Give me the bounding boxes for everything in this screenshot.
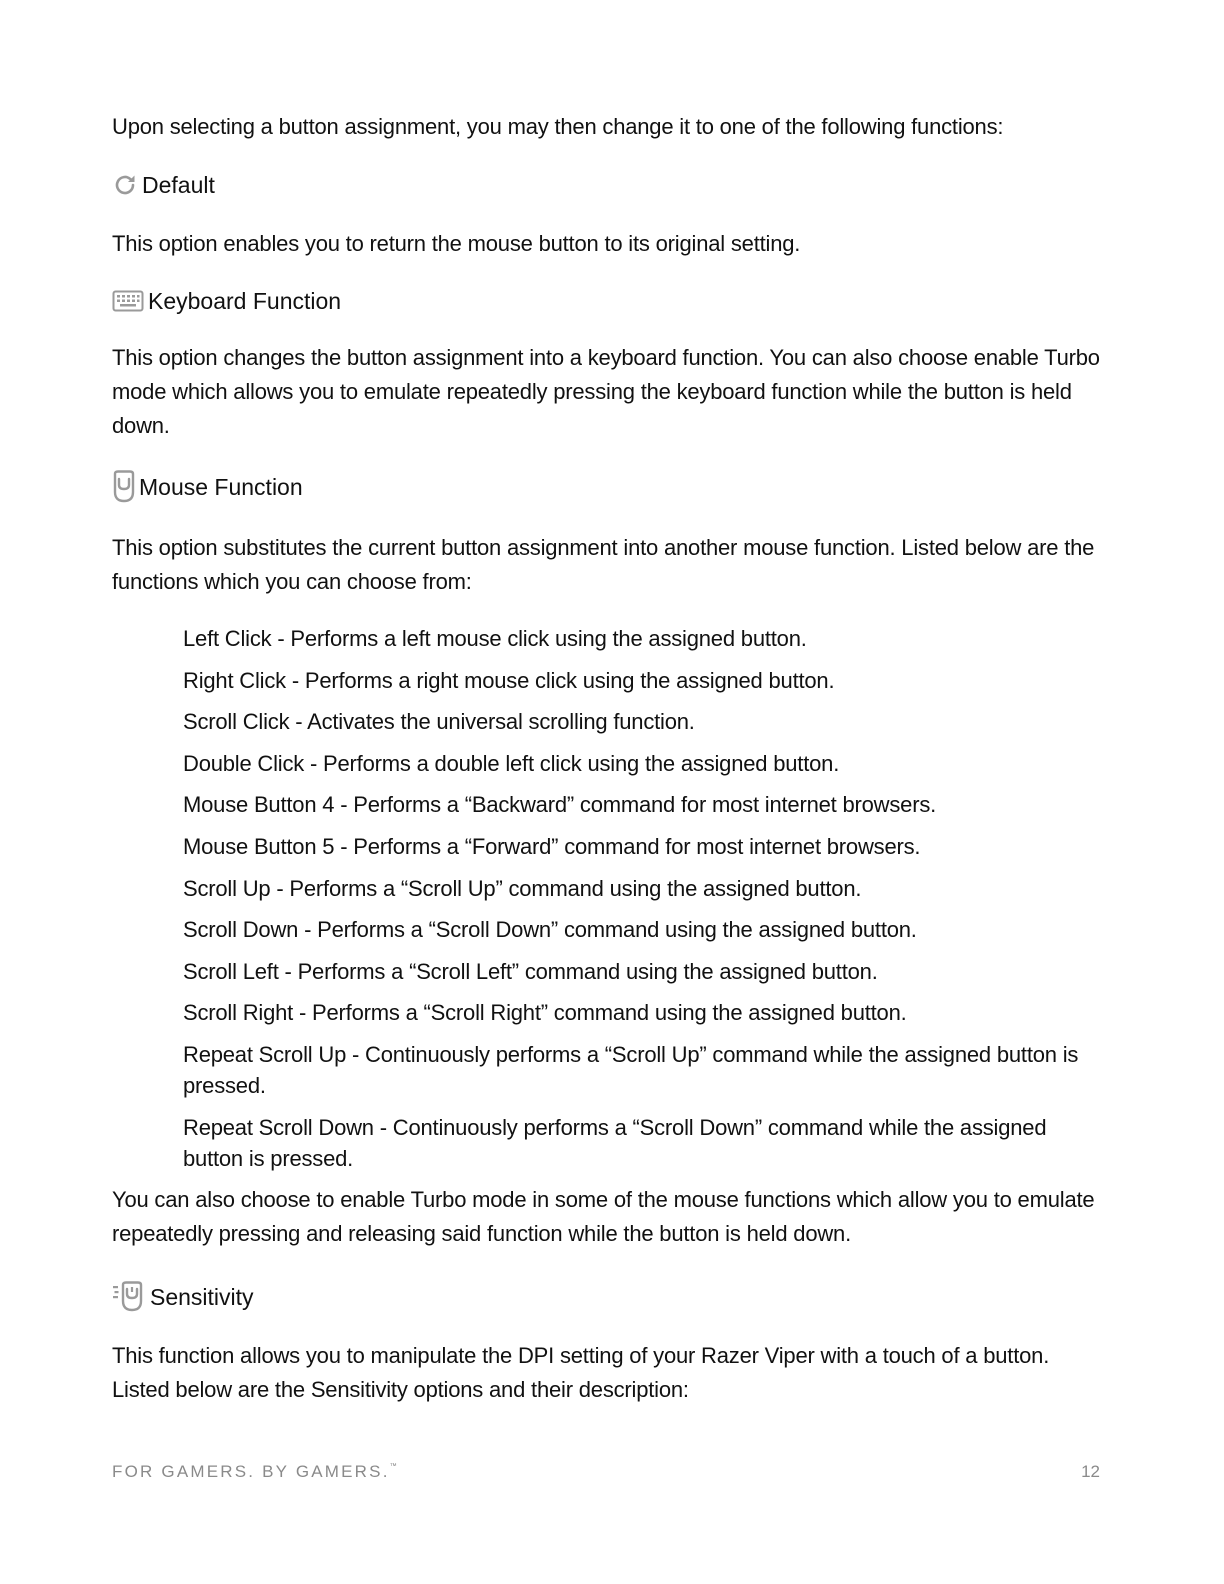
keyboard-icon xyxy=(112,289,144,313)
intro-text: Upon selecting a button assignment, you may then change it to one of the following functions: xyxy=(112,114,1004,139)
keyboard-function-description: This option changes the button assignment into a keyboard function. You can also choose enable Turbo mode which allows you to emulate repeatedly pressing the keyboard function while the button is held down. xyxy=(112,345,1100,438)
sensitivity-icon xyxy=(112,1281,146,1313)
mouse-function-list xyxy=(183,623,1103,1184)
default-description: This option enables you to return the mouse button to its original setting. xyxy=(112,231,801,256)
list-item: Repeat Scroll Up - Continuously performs a “Scroll Up” command while the assigned button is pressed. xyxy=(183,1041,1079,1098)
list-item: Left Click - Performs a left mouse click using the assigned button. xyxy=(183,626,807,651)
list-item: Repeat Scroll Down - Continuously performs a “Scroll Down” command while the assigned button is pressed. xyxy=(183,1114,1047,1171)
keyboard-function-title: Keyboard Function xyxy=(148,288,342,314)
default-title: Default xyxy=(142,172,215,198)
list-item: Scroll Click - Activates the universal scrolling function. xyxy=(183,709,695,735)
mouse-function-description: This option substitutes the current button assignment into another mouse function. Listed below are the functions which you can choose from: xyxy=(112,535,1095,594)
footer-tagline xyxy=(112,1462,397,1482)
footer-tagline-text: FOR GAMERS. BY GAMERS. xyxy=(112,1462,390,1481)
list-item: Double Click - Performs a double left click using the assigned button. xyxy=(183,750,840,776)
mouse-function-heading xyxy=(112,470,303,504)
keyboard-function-heading xyxy=(112,284,341,318)
list-item: Mouse Button 5 - Performs a “Forward” command for most internet browsers. xyxy=(183,833,921,859)
sensitivity-description: This function allows you to manipulate the DPI setting of your Razer Viper with a touch of a button. Listed below are the Sensitivity options and their description: xyxy=(112,1343,1050,1402)
list-item: Scroll Down - Performs a “Scroll Down” command using the assigned button. xyxy=(183,917,917,943)
list-item: Scroll Up - Performs a “Scroll Up” command using the assigned button. xyxy=(183,875,862,901)
mouse-icon xyxy=(112,470,136,504)
list-item: Right Click - Performs a right mouse click using the assigned button. xyxy=(183,667,835,693)
list-item: Mouse Button 4 - Performs a “Backward” command for most internet browsers. xyxy=(183,792,937,818)
trademark-symbol: ™ xyxy=(389,1463,397,1470)
default-heading xyxy=(112,168,215,202)
sensitivity-title: Sensitivity xyxy=(150,1284,254,1310)
sensitivity-heading xyxy=(112,1280,254,1314)
mouse-function-title: Mouse Function xyxy=(139,474,303,500)
manual-page xyxy=(112,0,1102,1584)
refresh-icon xyxy=(112,172,138,198)
page-number: 12 xyxy=(1081,1462,1100,1481)
list-item: Scroll Right - Performs a “Scroll Right” command using the assigned button. xyxy=(183,1000,907,1026)
turbo-note: You can also choose to enable Turbo mode in some of the mouse functions which allow you to emulate repeatedly pressing and releasing said function while the button is held down. xyxy=(112,1187,1095,1246)
list-item: Scroll Left - Performs a “Scroll Left” command using the assigned button. xyxy=(183,958,878,984)
